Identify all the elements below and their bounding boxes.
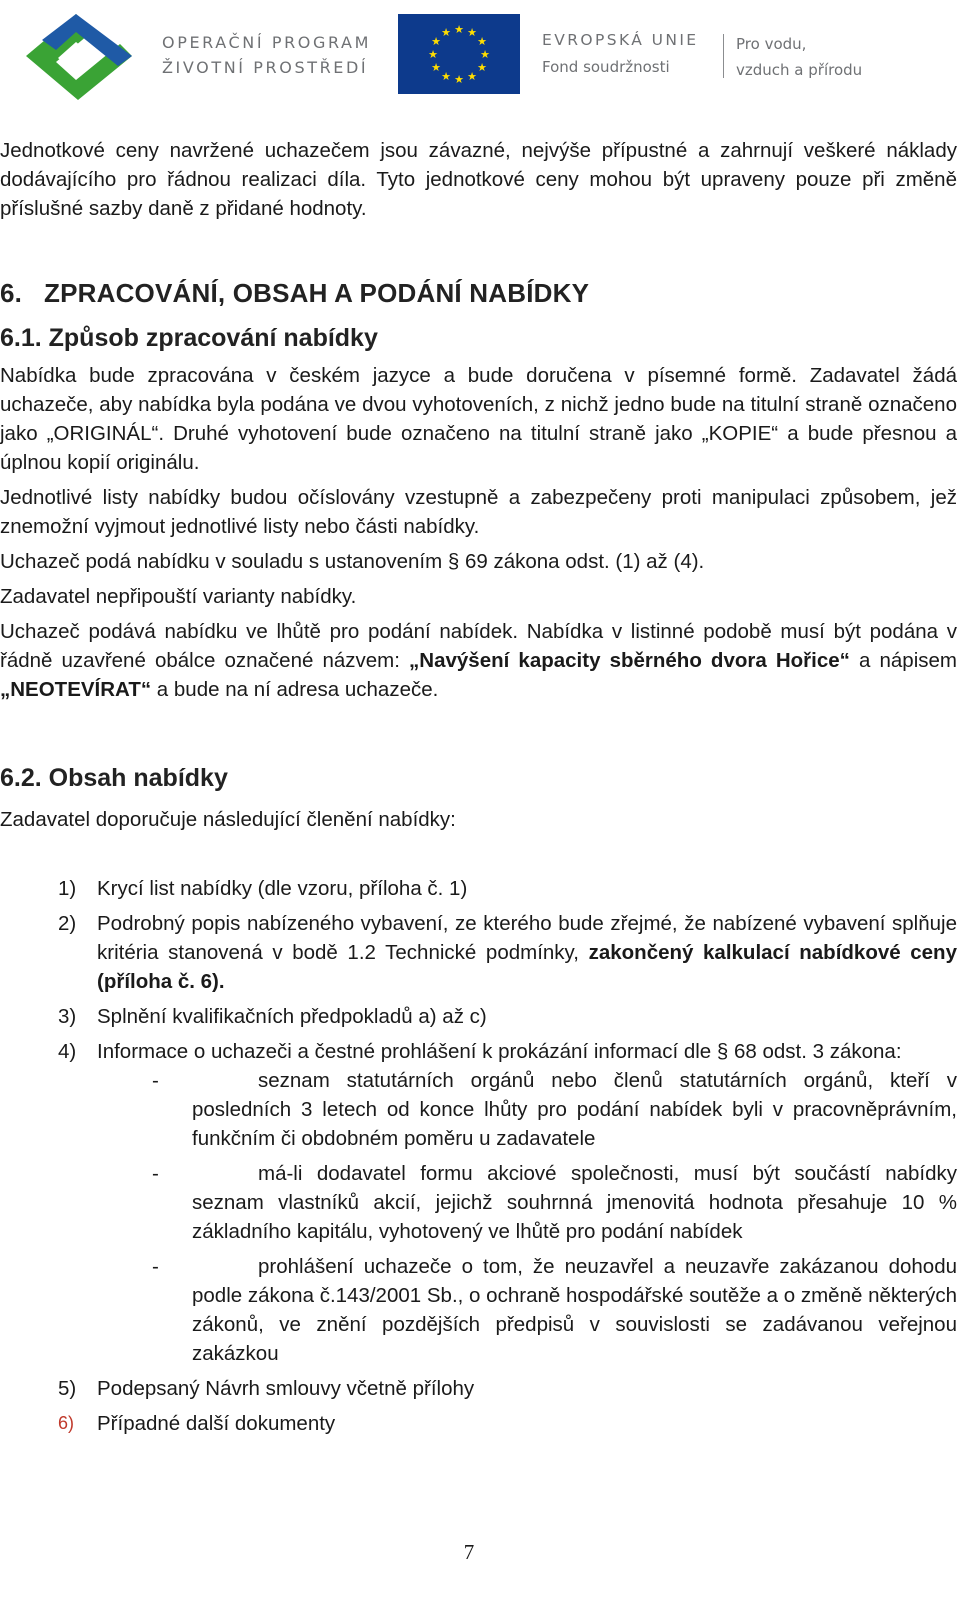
svg-text:★: ★ bbox=[441, 70, 451, 83]
opzp-wordmark bbox=[162, 30, 371, 80]
slogan bbox=[736, 31, 862, 83]
opzp-line1: OPERAČNÍ PROGRAM bbox=[162, 33, 372, 52]
list-item-number: 1) bbox=[58, 877, 77, 900]
content-list bbox=[0, 874, 957, 1438]
page-header bbox=[0, 0, 960, 110]
svg-text:★: ★ bbox=[441, 26, 451, 39]
intro-paragraph: Jednotkové ceny navržené uchazečem jsou závazné, nejvýše přípustné a zahrnují veškeré náklady dodávajícího pro řádnou realizaci díla. Tyto jednotkové ceny mohou být upraveny pouze při změně příslušné sazby daně z přidané hodnoty. bbox=[0, 139, 957, 220]
p5-text-a: Uchazeč podává nabídku ve lhůtě pro podání nabídek. Nabídka v listinné podobě musí být podána v řádně uzavřené obálce označené názvem: bbox=[0, 620, 957, 672]
paragraph-4: Zadavatel nepřipouští varianty nabídky. bbox=[0, 585, 357, 608]
svg-text:★: ★ bbox=[431, 61, 441, 74]
list-item-number: 5) bbox=[58, 1377, 77, 1400]
list-item-text: Případné další dokumenty bbox=[97, 1412, 336, 1435]
sub-list-text: má-li dodavatel formu akciové společnosti, musí být součástí nabídky seznam vlastníků akcií, jejichž souhrnná jmenovitá hodnota přesahuje 10 % základního kapitálu, vyhotovený ve lhůtě pro podání nabídek bbox=[192, 1162, 957, 1243]
eu-subtitle: Fond soudržnosti bbox=[542, 58, 670, 76]
list-item-text: Splnění kvalifikačních předpokladů a) až c) bbox=[97, 1005, 487, 1028]
list-item bbox=[0, 1374, 957, 1403]
list-item-number: 3) bbox=[58, 1005, 77, 1028]
svg-text:★: ★ bbox=[454, 73, 464, 86]
slogan-line2: vzduch a přírodu bbox=[736, 61, 863, 79]
sub-list-item bbox=[0, 1066, 957, 1153]
sub-list-text: seznam statutárních orgánů nebo členů statutárních orgánů, kteří v posledních 3 letech od konce lhůty pro podání nabídek byli v pracovněprávním, funkčním či obdobném poměru u zadavatele bbox=[192, 1069, 957, 1150]
section-heading bbox=[0, 279, 957, 308]
paragraph-5 bbox=[0, 617, 957, 704]
sub-list-dash: - bbox=[152, 1069, 159, 1092]
p5-bold-neotevirat: „NEOTEVÍRAT“ bbox=[0, 678, 152, 701]
section-title: ZPRACOVÁNÍ, OBSAH A PODÁNÍ NABÍDKY bbox=[44, 278, 590, 308]
svg-text:★: ★ bbox=[454, 23, 464, 36]
list-item-text: Podrobný popis nabízeného vybavení, ze kterého bude zřejmé, že nabízené vybavení splňuje kritéria stanovená v bodě 1.2 Technické podmínky, bbox=[97, 912, 957, 964]
list-item bbox=[0, 1002, 957, 1031]
list-item-text: Podepsaný Návrh smlouvy včetně přílohy bbox=[97, 1377, 475, 1400]
list-item-text: Informace o uchazeči a čestné prohlášení k prokázání informací dle § 68 odst. 3 zákona: bbox=[97, 1040, 902, 1063]
svg-text:★: ★ bbox=[467, 70, 477, 83]
sub-list-text: prohlášení uchazeče o tom, že neuzavřel a neuzavře zakázanou dohodu podle zákona č.143/2001 Sb., o ochraně hospodářské soutěže a o změně některých zákonů, ve znění pozdějších předpisů v souvislosti se zadávanou veřejnou zakázkou bbox=[192, 1255, 957, 1365]
section-number: 6. bbox=[0, 278, 23, 308]
list-item-number: 4) bbox=[58, 1040, 77, 1063]
p5-text-e: a bude na ní adresa uchazeče. bbox=[151, 678, 439, 701]
list-item bbox=[0, 909, 957, 996]
svg-text:★: ★ bbox=[477, 35, 487, 48]
slogan-line1: Pro vodu, bbox=[736, 35, 807, 53]
paragraph-2: Jednotlivé listy nabídky budou očíslovány vzestupně a zabezpečeny proti manipulaci způsobem, jež znemožní vyjmout jednotlivé listy nebo části nabídky. bbox=[0, 486, 957, 538]
list-item bbox=[0, 1409, 957, 1438]
svg-text:★: ★ bbox=[428, 48, 438, 61]
sub-list-item bbox=[0, 1252, 957, 1368]
paragraph-3: Uchazeč podá nabídku v souladu s ustanovením § 69 zákona odst. (1) až (4). bbox=[0, 550, 705, 573]
paragraph-1: Nabídka bude zpracována v českém jazyce a bude doručena v písemné formě. Zadavatel žádá uchazeče, aby nabídka byla podána ve dvou vyhotoveních, z nichž jedno bude na titulní straně označeno jako „ORIGINÁL“. Druhé vyhotovení bude označeno na titulní straně jako „KOPIE“ a bude přesnou a úplnou kopií originálu. bbox=[0, 364, 957, 474]
header-divider bbox=[723, 34, 724, 78]
eu-title: EVROPSKÁ UNIE bbox=[542, 31, 699, 49]
svg-text:★: ★ bbox=[480, 48, 490, 61]
list-item bbox=[0, 1037, 957, 1066]
svg-text:★: ★ bbox=[431, 35, 441, 48]
opzp-logo-icon bbox=[18, 8, 140, 104]
list-item-number: 2) bbox=[58, 912, 77, 935]
list-item-number: 6) bbox=[58, 1413, 75, 1433]
list-item-bold-text: zakončený kalkulací nabídkové ceny (příloha č. 6). bbox=[97, 941, 957, 993]
subsection-heading-6-1: 6.1. Způsob zpracování nabídky bbox=[0, 324, 378, 352]
page-number: 7 bbox=[463, 1540, 475, 1564]
sub-list-item bbox=[0, 1159, 957, 1246]
subsection-heading-6-2: 6.2. Obsah nabídky bbox=[0, 764, 228, 792]
list-item-text: Krycí list nabídky (dle vzoru, příloha č. 1) bbox=[97, 877, 468, 900]
opzp-line2: ŽIVOTNÍ PROSTŘEDÍ bbox=[162, 58, 369, 77]
p5-text-c: a nápisem bbox=[849, 649, 957, 672]
document-body bbox=[0, 136, 957, 1444]
sub-list-dash: - bbox=[152, 1162, 159, 1185]
eu-flag-icon bbox=[398, 14, 520, 94]
svg-text:★: ★ bbox=[467, 26, 477, 39]
sub-list-dash: - bbox=[152, 1255, 159, 1278]
svg-text:★: ★ bbox=[477, 61, 487, 74]
paragraph-6: Zadavatel doporučuje následující členění nabídky: bbox=[0, 808, 456, 831]
list-item bbox=[0, 874, 957, 903]
p5-bold-name: „Navýšení kapacity sběrného dvora Hořice“ bbox=[409, 649, 850, 672]
